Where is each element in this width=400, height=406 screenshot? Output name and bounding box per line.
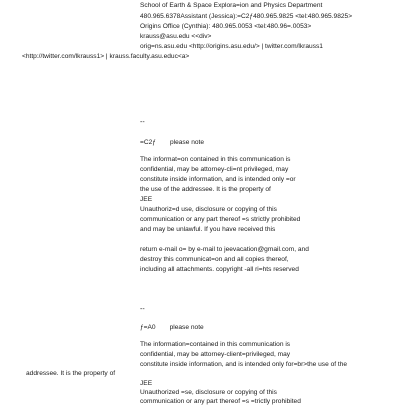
notice1-line2-2: including all attachments. copyright -all ri=hts reserved [140,266,299,273]
notice1-line-1: confidential, may be attorney-cli=nt privileged, may [140,166,289,173]
notice1-line-0: The informat=on contained in this communication is [140,156,291,163]
notice2-line2-0: JEE [140,380,153,387]
notice1-line2-1: destroy this communicat=on and all copies thereof, [140,256,289,263]
signature-dept: School of Earth & Space Explora=ion and Physics Department [140,2,323,9]
signature-origins-url: orig=ns.asu.edu <http://origins.asu.edu/> | twitter.com/lkrauss1 [140,43,323,50]
notice1-line-5: Unauthoriz=d use, disclosure or copying of this [140,206,277,213]
signature-phones: 480.965.6378Assistant (Jessica):=C2ƒ480.965.9825 <tel:480.965.9825> [140,13,353,20]
notice2-line-1: confidential, may be attorney-client=privileged, may [140,351,291,358]
notice2-overflow: addressee. It is the property of [26,370,116,377]
notice2-line2-1: Unauthorized =se, disclosure or copying of this [140,389,277,396]
notice2-line2-2: communication or any part thereof =s =trictly prohibited [140,398,301,405]
notice2-marker: ƒ=A0 [140,324,156,331]
signature-twitter-line: <http://twitter.com/lkrauss1> | krauss.faculty.asu.educ<a> [22,53,190,60]
notice2-line-2: constitute inside information, and is intended only for=br>the use of the [140,361,348,368]
notice1-heading: please note [169,139,205,146]
notice2-heading-row [140,324,204,332]
notice2-separator: -- [140,306,145,313]
signature-email: krauss@asu.edu <<div> [140,33,212,40]
notice1-line2-0: return e-mail o= by e-mail to jeevacation@gmail.com, and [140,246,309,253]
notice1-heading-row [140,139,204,147]
notice1-line-7: and may be unlawful. If you have received this [140,226,276,233]
notice1-marker: =C2ƒ [140,139,156,146]
notice2-heading: please note [169,324,204,331]
notice1-separator: -- [140,119,145,126]
signature-origins-office: Origins Office (Cynthia): 480.965.0053 <tel:480.96=.0053> [140,23,312,30]
notice1-line-6: communication or any part thereof =s strictly prohibited [140,216,301,223]
notice1-line-3: the use of the addressee. It is the property of [140,186,271,193]
notice1-line-4: JEE [140,196,153,203]
notice1-line-2: constitute inside information, and is intended only =or [140,176,296,183]
notice2-line-0: The information=contained in this communication is [140,341,291,348]
